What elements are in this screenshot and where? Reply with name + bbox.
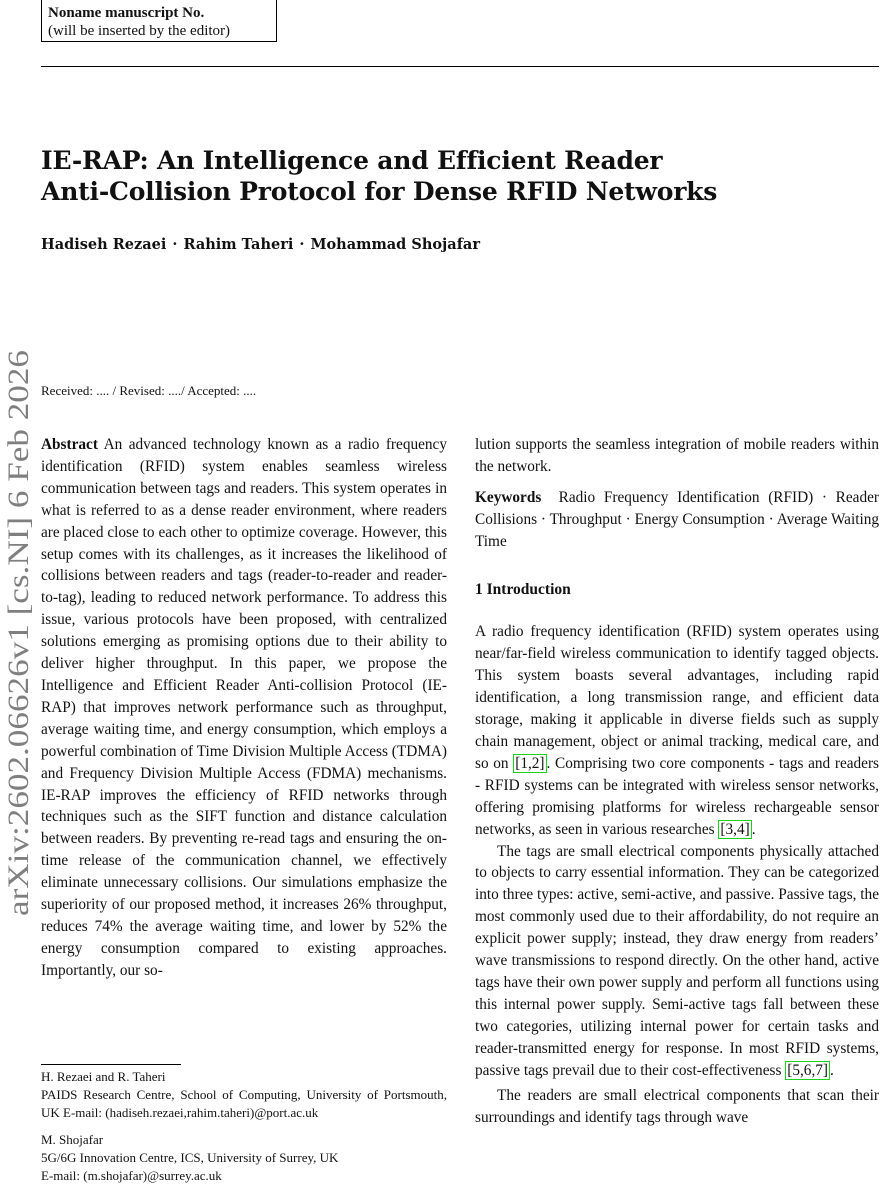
manuscript-number: Noname manuscript No. (48, 5, 205, 21)
arxiv-identifier: arXiv:2602.06626v1 [cs.NI] 6 Feb 2026 (2, 432, 35, 916)
intro-paragraph-3: The readers are small electrical components that scan their surroundings and identify tags through wave (475, 1087, 879, 1127)
author-name: Mohammad Shojafar (310, 236, 480, 253)
intro-paragraph-1: A radio frequency identification (RFID) system operates using near/far-field wireless communication to identify tagged objects. This system boasts several advantages, including rapid identification, a long transmission range, and efficient data storage, making it applicable in diverse fields such as supply chain management, object or animal tracking, medical care, and so on [1,2] . Comprising two core components - tags and readers - RFID systems can be integrated with wireless sensor networks, offering promising platforms for wireless rechargeable sensor networks, as seen in various researches [3,4] . (475, 623, 880, 838)
author-list (41, 236, 480, 253)
arxiv-stamp (0, 348, 39, 918)
author-name: Hadiseh Rezaei (41, 236, 167, 253)
author-name: Rahim Taheri (183, 236, 294, 253)
section-heading-introduction: 1 Introduction (475, 580, 571, 598)
right-column (475, 434, 879, 1129)
header-rule (41, 66, 879, 67)
affiliation-names-2: M. Shojafar (41, 1132, 104, 1148)
affiliation-names-1: H. Rezaei and R. Taheri (41, 1069, 166, 1084)
abstract-continuation: lution supports the seamless integration of mobile readers within the network. (475, 436, 879, 475)
title-line-2: Anti-Collision Protocol for Dense RFID Networks (41, 177, 718, 206)
abstract (41, 434, 447, 982)
affiliations (41, 1068, 447, 1185)
title-line-1: IE-RAP: An Intelligence and Efficient Reader (41, 146, 663, 175)
paper-title (41, 145, 861, 207)
abstract-label: Abstract (41, 436, 98, 453)
intro-paragraph-2: The tags are small electrical components physically attached to objects to carry essential information. They can be categorized into three types: active, semi-active, and passive. Passive tags, the most commonly used due to their affordability, do not require an explicit power supply; instead, they draw energy from readers’ wave transmissions to respond directly. On the other hand, active tags have their own power supply and perform all functions using this internal power supply. Semi-active tags fall between these two categories, utilizing internal power for certain tasks and reader-transmitted energy for response. In most RFID systems, passive tags prevail due to their cost-effectiveness [5,6,7] . (475, 842, 879, 1079)
keywords-text: Radio Frequency Identification (RFID) · Reader Collisions · Throughput · Energy Consumption · Average Waiting Time (475, 488, 879, 550)
citation-link[interactable]: [1,2] (515, 754, 545, 772)
received-dates: Received: .... / Revised: ..../ Accepted: .... (41, 383, 257, 398)
affiliation-text-2: 5G/6G Innovation Centre, ICS, University of Surrey, UK (41, 1150, 339, 1166)
citation-link[interactable]: [5,6,7] (787, 1061, 829, 1079)
keywords-label: Keywords (475, 488, 542, 506)
author-separator: · (299, 236, 305, 253)
author-separator: · (172, 236, 178, 253)
editor-note-box (41, 0, 277, 42)
footnote-rule (41, 1064, 181, 1065)
abstract-text: An advanced technology known as a radio frequency identification (RFID) system enables seamless wireless communication between tags and readers. This system operates in what is referred to as a dense reader environment, where readers are placed close to each other to optimize coverage. However, this setup comes with its challenges, as it increases the likelihood of collisions between readers and tags (reader-to-reader and reader-to-tag), leading to reduced network performance. To address this issue, various protocols have been proposed, with centralized solutions emerging as promising options due to their ability to deliver higher throughput. In this paper, we propose the Intelligence and Efficient Reader Anti-collision Protocol (IE-RAP) that improves network performance such as throughput, average waiting time, and energy consumption, which employs a powerful combination of Time Division Multiple Access (TDMA) and Frequency Division Multiple Access (FDMA) mechanisms. IE-RAP improves the efficiency of RFID networks through techniques such as the SIFT function and distance calculation between readers. By preventing re-read tags and ensuring the on-time release of the communication channel, we effectively eliminate unnecessary collisions. Our simulations emphasize the superiority of our proposed method, it increases 26% throughput, reduces 74% the average waiting time, and lower by 52% the energy consumption compared to existing approaches. Importantly, our so- (41, 436, 447, 979)
affiliation-text-1: PAIDS Research Centre, School of Computing, University of Portsmouth, UK E-mail: (hadiseh.rezaei,rahim.taheri)@port.ac.uk (41, 1086, 447, 1120)
affiliation-email-2: E-mail: (m.shojafar)@surrey.ac.uk (41, 1167, 222, 1183)
editor-note: (will be inserted by the editor) (48, 23, 231, 39)
citation-link[interactable]: [3,4] (720, 820, 750, 838)
keywords (475, 487, 879, 553)
